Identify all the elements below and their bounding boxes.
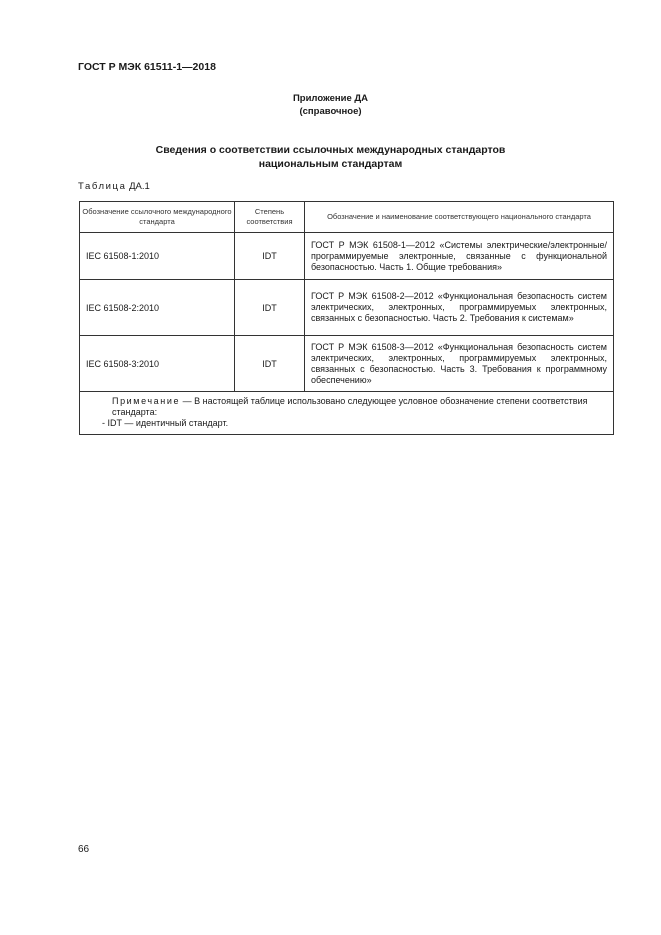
section-heading-line-2: национальным стандартам <box>258 158 403 170</box>
cell-international-standard: IEC 61508-3:2010 <box>80 336 235 392</box>
document-header: ГОСТ Р МЭК 61511-1—2018 <box>78 61 216 73</box>
note-text-line <box>86 396 607 418</box>
page-number: 66 <box>78 844 90 855</box>
table-row <box>80 280 614 336</box>
cell-degree: IDT <box>235 233 305 280</box>
table-note <box>80 392 614 435</box>
correspondence-table <box>79 201 614 435</box>
note-list-item: - IDT — идентичный стандарт. <box>102 418 229 428</box>
table-header-row <box>80 202 614 233</box>
cell-national-standard: ГОСТ Р МЭК 61508-2—2012 «Функциональная безопасность систем электрических, электронных, программируемых электронных, связанных с безопасностью. Часть 2. Требования к системам» <box>305 280 614 336</box>
cell-international-standard: IEC 61508-2:2010 <box>80 280 235 336</box>
cell-degree: IDT <box>235 336 305 392</box>
table-note-row <box>80 392 614 435</box>
header-national-standard: Обозначение и наименование соответствующего национального стандарта <box>305 202 614 233</box>
table-row <box>80 336 614 392</box>
cell-degree: IDT <box>235 280 305 336</box>
annex-subtitle: (справочное) <box>299 106 362 117</box>
header-degree: Степень соответствия <box>235 202 305 233</box>
header-international-standard: Обозначение ссылочного международного стандарта <box>80 202 235 233</box>
section-heading-line-1: Сведения о соответствии ссылочных международных стандартов <box>155 144 506 156</box>
table-caption-id: ДА.1 <box>129 181 150 192</box>
table-caption <box>78 181 150 192</box>
note-text: — В настоящей таблице использовано следующее условное обозначение степени соответствия стандарта: <box>112 396 588 417</box>
cell-national-standard: ГОСТ Р МЭК 61508-1—2012 «Системы электрические/электронные/программируемые электронные, связанные с функциональной безопасностью. Часть 1. Общие требования» <box>305 233 614 280</box>
cell-national-standard: ГОСТ Р МЭК 61508-3—2012 «Функциональная безопасность систем электрических, электронных, программируемых электронных, связанных с безопасностью. Часть 3. Требования к программному обеспечению» <box>305 336 614 392</box>
table-caption-word: Таблица <box>78 181 127 192</box>
annex-title: Приложение ДА <box>292 93 369 104</box>
cell-international-standard: IEC 61508-1:2010 <box>80 233 235 280</box>
note-label: Примечание <box>112 396 181 406</box>
table-row <box>80 233 614 280</box>
